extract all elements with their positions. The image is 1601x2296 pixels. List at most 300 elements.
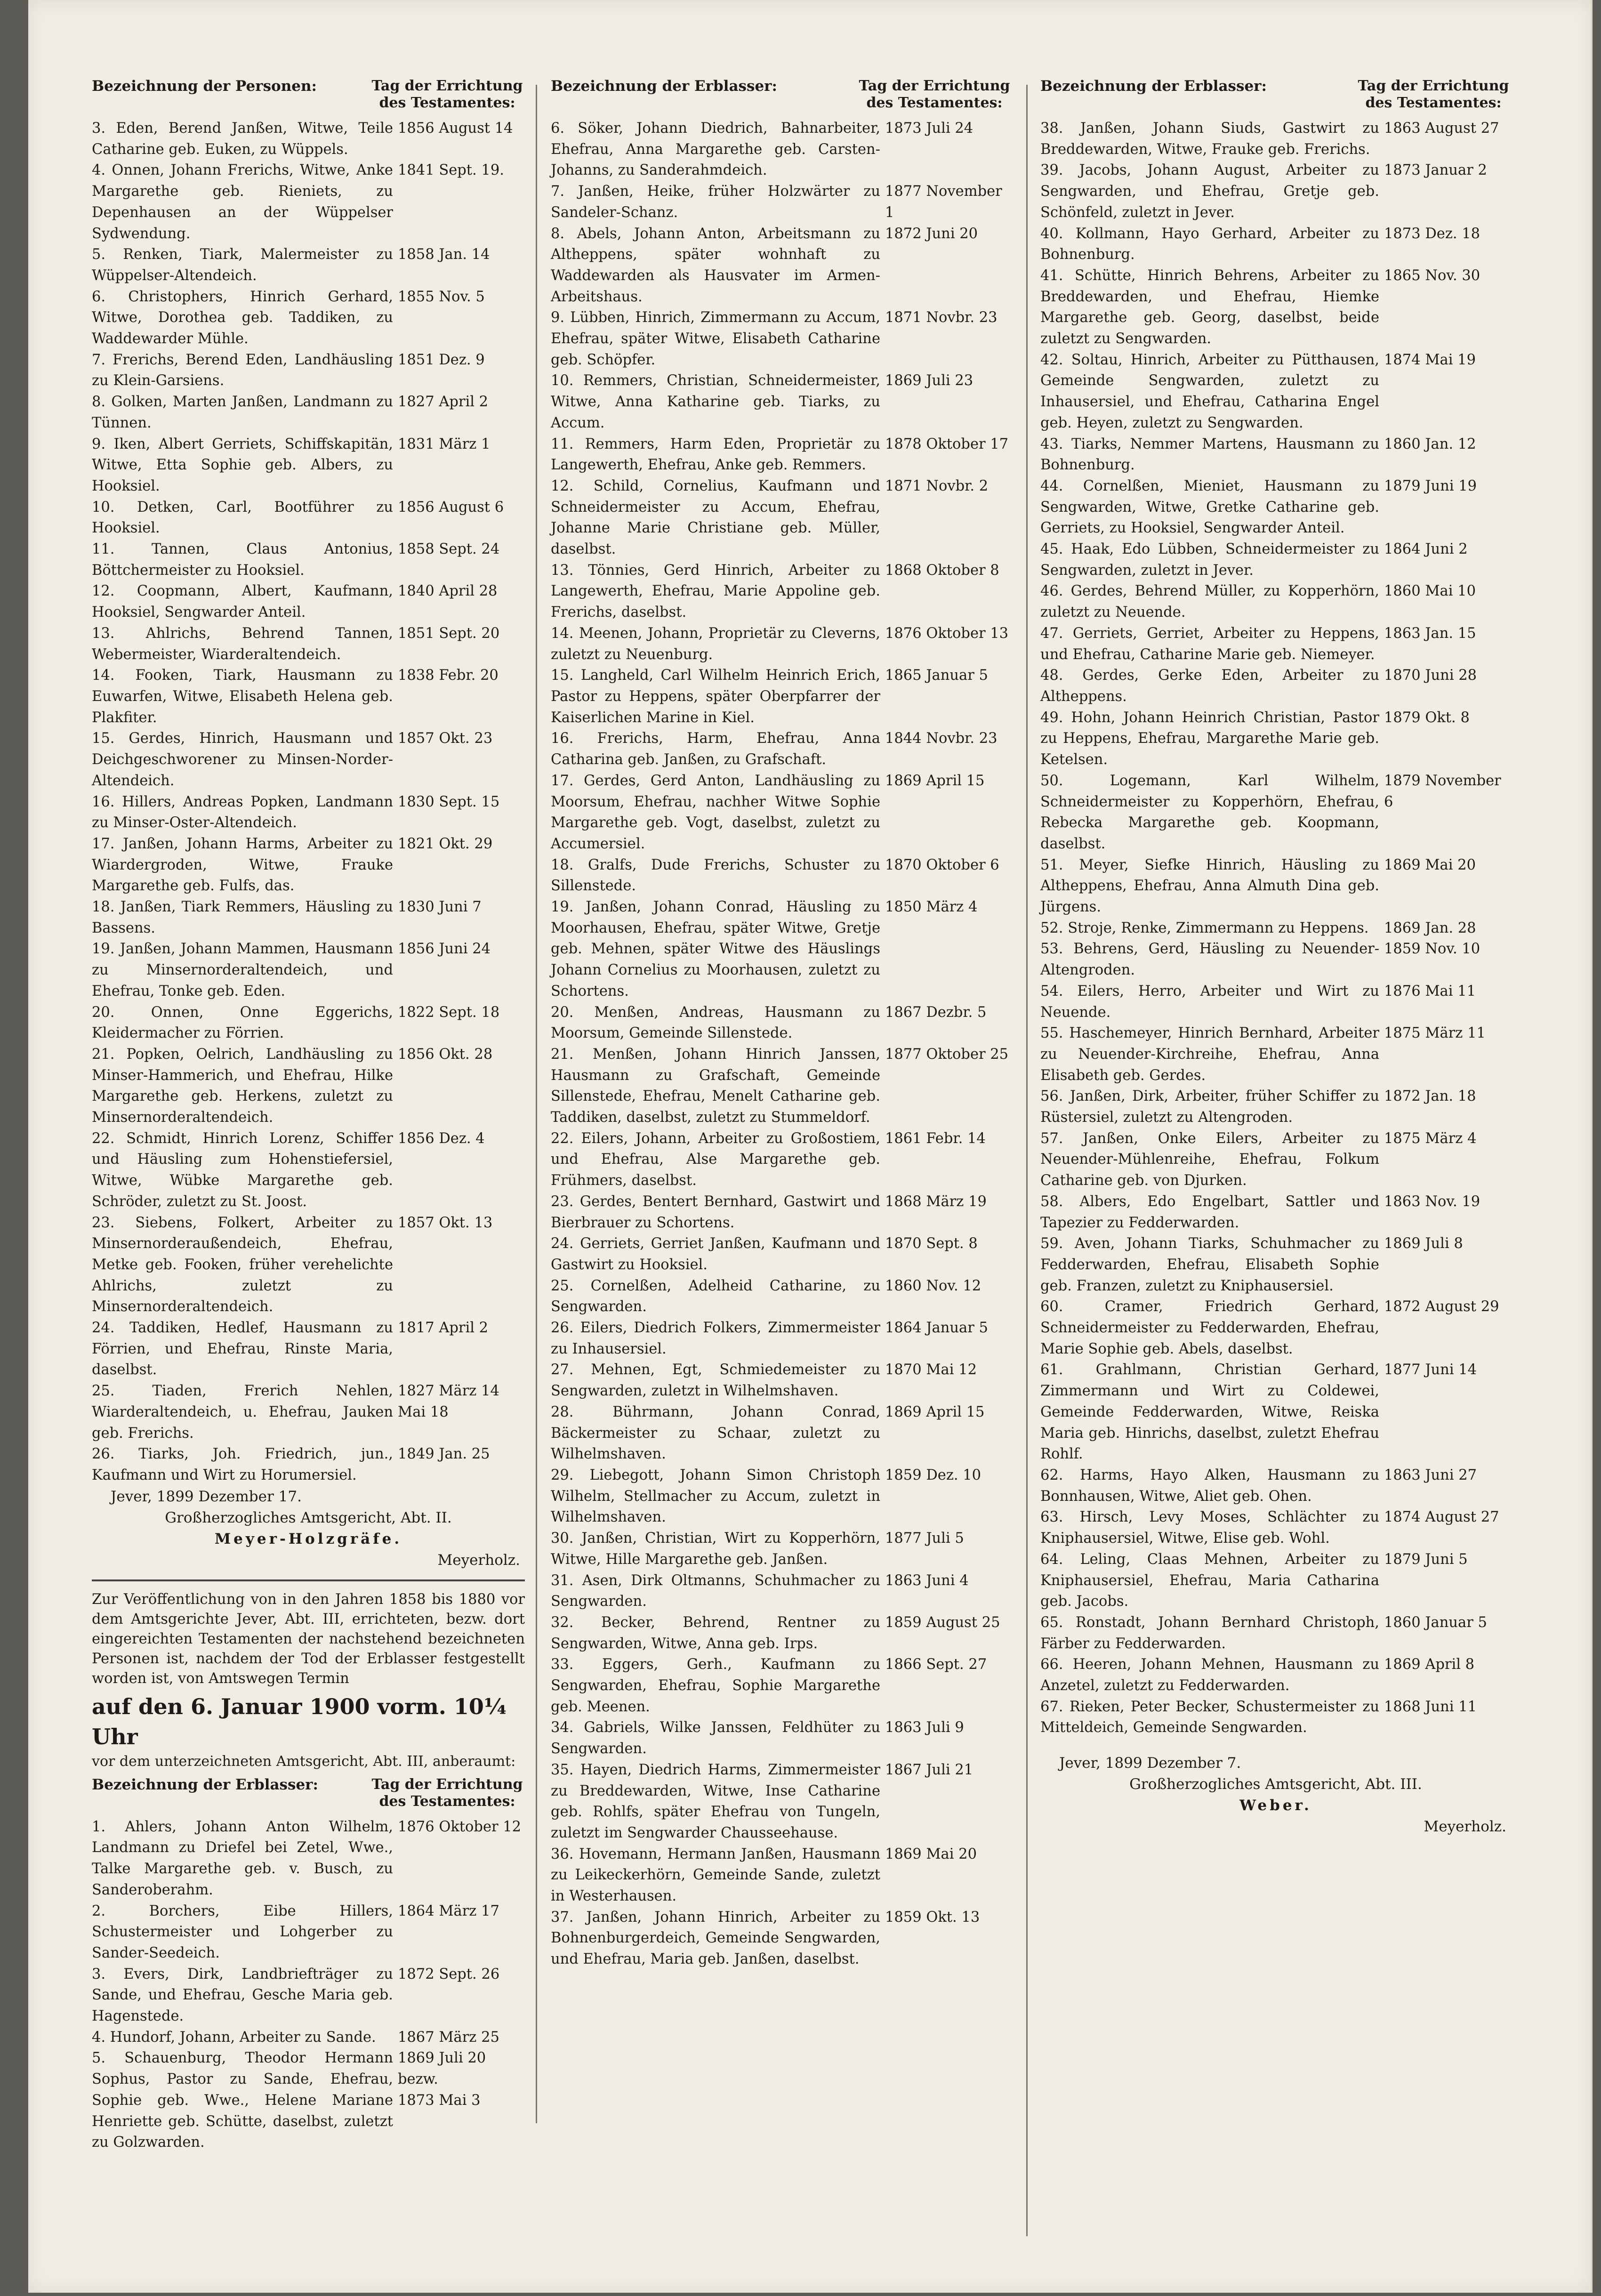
entry-person: 15. Langheld, Carl Wilhelm Heinrich Erich, Pastor zu Heppens, später Oberpfarrer der Kaiserlichen Marine in Kiel. <box>551 667 880 726</box>
testament-entry <box>551 1907 1012 1970</box>
entry-date: 1870 Oktober 6 <box>885 856 999 873</box>
notice-date: auf den 6. Januar 1900 vorm. 10¼ Uhr <box>92 1693 507 1749</box>
entry-date: 1822 Sept. 18 <box>398 1004 500 1021</box>
entry-date: 1831 März 1 <box>398 435 491 452</box>
entry-person: 44. Cornelßen, Mieniet, Hausmann zu Sengwarden, Witwe, Gretke Catharine geb. Gerriets, zu Hooksiel, Sengwarder Anteil. <box>1040 477 1379 537</box>
testament-entry <box>1040 1192 1511 1233</box>
testament-entry <box>551 1571 1012 1612</box>
entry-date: 1874 August 27 <box>1384 1509 1499 1526</box>
entry-person: 10. Detken, Carl, Bootführer zu Hooksiel. <box>92 499 393 537</box>
testament-entry <box>1040 1465 1511 1507</box>
entry-person: 56. Janßen, Dirk, Arbeiter, früher Schiffer zu Rüstersiel, zuletzt zu Altengroden. <box>1040 1088 1379 1126</box>
entry-date: 1869 Juli 23 <box>885 372 973 389</box>
entry-date: 1841 Sept. 19. <box>398 162 504 179</box>
entry-person: 42. Soltau, Hinrich, Arbeiter zu Pütthausen, Gemeinde Sengwarden, zuletzt zu Inhausersiel, und Ehefrau, Catharina Engel geb. Heyen, zuletzt zu Sengwarden. <box>1040 351 1379 431</box>
entry-person: 31. Asen, Dirk Oltmanns, Schuhmacher zu Sengwarden. <box>551 1572 880 1610</box>
entry-date: 1869 April 15 <box>885 1403 985 1420</box>
testament-entry <box>551 1844 1012 1907</box>
entry-person: 38. Janßen, Johann Siuds, Gastwirt zu Breddewarden, Witwe, Frauke geb. Frerichs. <box>1040 120 1379 158</box>
entry-person: 30. Janßen, Christian, Wirt zu Kopperhörn, Witwe, Hille Margarethe geb. Janßen. <box>551 1530 880 1568</box>
entry-date: 1863 Jan. 15 <box>1384 625 1476 642</box>
entry-date: 1857 Okt. 23 <box>398 730 493 747</box>
testament-entry <box>551 307 1012 371</box>
entry-date: 1868 März 19 <box>885 1193 987 1210</box>
entry-person: 48. Gerdes, Gerke Eden, Arbeiter zu Altheppens. <box>1040 667 1379 705</box>
header-testators: Bezeichnung der Erblasser: <box>1040 78 1267 95</box>
testament-entry <box>92 1318 525 1381</box>
entry-date: 1875 März 11 <box>1384 1025 1486 1042</box>
entry-person: 59. Aven, Johann Tiarks, Schuhmacher zu Fedderwarden, Ehefrau, Elisabeth Sophie geb. Franzen, zuletzt zu Kniphausersiel. <box>1040 1235 1379 1294</box>
header-testators: Bezeichnung der Erblasser: <box>92 1776 318 1793</box>
testament-entry <box>1040 476 1511 539</box>
entry-date: 1869 April 15 <box>885 772 985 789</box>
entry-person: 63. Hirsch, Levy Moses, Schlächter zu Kniphausersiel, Witwe, Elise geb. Wohl. <box>1040 1509 1379 1547</box>
entry-date: 1869 Mai 20 <box>1384 856 1476 873</box>
testament-entry <box>1040 1023 1511 1086</box>
clerk: Meyerholz. <box>1424 1818 1506 1836</box>
entry-person: 11. Remmers, Harm Eden, Proprietär zu Langewerth, Ehefrau, Anke geb. Remmers. <box>551 435 880 474</box>
entry-person: 4. Hundorf, Johann, Arbeiter zu Sande. <box>92 2029 376 2046</box>
entry-date: 1860 Mai 10 <box>1384 583 1476 600</box>
entry-person: 60. Cramer, Friedrich Gerhard, Schneidermeister zu Fedderwarden, Ehefrau, Marie Sophie geb. Abels, daselbst. <box>1040 1298 1379 1357</box>
entry-date: 1869 Juli 20 bezw. 1873 Mai 3 <box>398 2050 486 2109</box>
column-2 <box>551 78 1012 1970</box>
entry-date: 1867 März 25 <box>398 2029 499 2046</box>
entry-date: 1827 April 2 <box>398 394 489 411</box>
testament-entry <box>551 434 1012 476</box>
testament-entry <box>551 1192 1012 1233</box>
entry-date: 1877 Oktober 25 <box>885 1046 1009 1063</box>
column-3 <box>1040 78 1511 1837</box>
entry-person: 19. Janßen, Johann Mammen, Hausmann zu Minsernorderaltendeich, und Ehefrau, Tonke geb. Eden. <box>92 941 393 999</box>
entry-person: 66. Heeren, Johann Mehnen, Hausmann zu Anzetel, zuletzt zu Fedderwarden. <box>1040 1656 1379 1694</box>
entry-date: 1821 Okt. 29 <box>398 835 493 852</box>
testament-entry <box>551 1044 1012 1128</box>
entry-date: 1857 Okt. 13 <box>398 1214 493 1231</box>
testament-entry <box>1040 266 1511 350</box>
header-testators: Bezeichnung der Erblasser: <box>551 78 777 95</box>
testament-entry <box>92 118 525 160</box>
entry-date: 1873 Juli 24 <box>885 120 973 137</box>
entry-person: 14. Meenen, Johann, Proprietär zu Cleverns, zuletzt zu Neuenburg. <box>551 625 880 663</box>
column-header <box>1040 78 1511 112</box>
entry-date: 1827 März 14 Mai 18 <box>398 1383 499 1420</box>
entry-date: 1864 März 17 <box>398 1902 499 1919</box>
entry-person: 1. Ahlers, Johann Anton Wilhelm, Landmann zu Driefel bei Zetel, Wwe., Talke Margarethe geb. v. Busch, zu Sanderoberahm. <box>92 1818 393 1898</box>
entry-date: 1877 Juli 5 <box>885 1530 964 1547</box>
testament-entry <box>1040 623 1511 665</box>
clerk: Meyerholz. <box>437 1551 520 1569</box>
testament-entry <box>551 1654 1012 1717</box>
testament-entry <box>1040 1612 1511 1654</box>
testament-entry <box>551 1002 1012 1044</box>
entry-date: 1865 Nov. 30 <box>1384 267 1480 284</box>
entry-date: 1876 Oktober 12 <box>398 1818 522 1835</box>
entry-date: 1860 Januar 5 <box>1384 1614 1487 1631</box>
testament-entry <box>92 350 525 392</box>
column-separator <box>536 85 537 2123</box>
header-persons: Bezeichnung der Personen: <box>92 78 317 95</box>
column-header <box>92 1776 525 1810</box>
entry-date: 1871 Novbr. 23 <box>885 309 998 326</box>
place-date: Jever, 1899 Dezember 17. <box>111 1488 302 1505</box>
entry-date: 1863 August 27 <box>1384 120 1499 137</box>
entry-date: 1869 Mai 20 <box>885 1845 977 1862</box>
entry-date: 1879 Okt. 8 <box>1384 709 1470 726</box>
testament-entry <box>551 1318 1012 1360</box>
testament-entry <box>551 855 1012 897</box>
testament-entry <box>92 1817 525 1901</box>
entry-person: 22. Eilers, Johann, Arbeiter zu Großostiem, und Ehefrau, Alse Margarethe geb. Frühmers, daselbst. <box>551 1130 880 1189</box>
testament-entry <box>92 1964 525 2027</box>
entry-person: 62. Harms, Hayo Alken, Hausmann zu Bonnhausen, Witwe, Aliet geb. Ohen. <box>1040 1467 1379 1505</box>
entry-date: 1877 Juni 14 <box>1384 1361 1477 1378</box>
testament-entry <box>92 939 525 1002</box>
entry-person: 28. Bührmann, Johann Conrad, Bäckermeister zu Schaar, zuletzt zu Wilhelmshaven. <box>551 1403 880 1463</box>
testament-entry <box>1040 1360 1511 1465</box>
entry-date: 1851 Sept. 20 <box>398 625 500 642</box>
entry-person: 23. Gerdes, Bentert Bernhard, Gastwirt und Bierbrauer zu Schortens. <box>551 1193 880 1231</box>
testament-entry <box>92 1381 525 1444</box>
entry-date: 1861 Febr. 14 <box>885 1130 986 1147</box>
entry-person: 61. Grahlmann, Christian Gerhard, Zimmermann und Wirt zu Coldewei, Gemeinde Fedderwarden, Witwe, Reiska Maria geb. Hinrichs, daselbst, zuletzt Ehefrau Rohlf. <box>1040 1361 1379 1463</box>
testament-entry <box>551 1760 1012 1844</box>
testament-entry <box>1040 224 1511 266</box>
testament-entry <box>551 118 1012 181</box>
entry-person: 39. Jacobs, Johann August, Arbeiter zu Sengwarden, und Ehefrau, Gretje geb. Schönfeld, zuletzt in Jever. <box>1040 162 1379 221</box>
entry-person: 26. Eilers, Diedrich Folkers, Zimmermeister zu Inhausersiel. <box>551 1320 880 1357</box>
entry-person: 19. Janßen, Johann Conrad, Häusling zu Moorhausen, Ehefrau, später Witwe, Gretje geb. Mehnen, später Witwe des Häuslings Johann Cornelius zu Moorhausen, zuletzt zu Schortens. <box>551 899 880 999</box>
testament-entry <box>551 665 1012 728</box>
entry-person: 52. Stroje, Renke, Zimmermann zu Heppens. <box>1040 919 1369 936</box>
entry-person: 18. Gralfs, Dude Frerichs, Schuster zu Sillenstede. <box>551 856 880 894</box>
testament-entry <box>551 560 1012 623</box>
entry-person: 24. Taddiken, Hedlef, Hausmann zu Förrien, und Ehefrau, Rinste Maria, daselbst. <box>92 1320 393 1378</box>
testament-entry <box>551 1528 1012 1570</box>
entry-person: 58. Albers, Edo Engelbart, Sattler und Tapezier zu Fedderwarden. <box>1040 1193 1379 1231</box>
entry-date: 1863 Juli 9 <box>885 1719 964 1736</box>
entry-date: 1866 Sept. 27 <box>885 1656 987 1673</box>
entry-person: 6. Söker, Johann Diedrich, Bahnarbeiter, Ehefrau, Anna Margarethe geb. Carsten-Johanns, zu Sanderahmdeich. <box>551 120 880 179</box>
testament-entry <box>1040 665 1511 707</box>
entry-date: 1872 Sept. 26 <box>398 1966 500 1982</box>
entry-date: 1878 Oktober 17 <box>885 435 1009 452</box>
testament-entry <box>1040 350 1511 434</box>
entry-date: 1872 Juni 20 <box>885 225 978 242</box>
entry-person: 2. Borchers, Eibe Hillers, Schustermeister und Lohgerber zu Sander-Seedeich. <box>92 1902 393 1961</box>
testament-entry <box>1040 539 1511 581</box>
entry-person: 10. Remmers, Christian, Schneidermeister, Witwe, Anna Katharine geb. Tiarks, zu Accum. <box>551 372 880 431</box>
entry-date: 1851 Dez. 9 <box>398 351 485 368</box>
testament-entry <box>1040 708 1511 771</box>
court-name: Großherzogliches Amtsgericht, Abt. III. <box>1129 1776 1422 1793</box>
entry-person: 29. Liebegott, Johann Simon Christoph Wilhelm, Stellmacher zu Accum, zuletzt in Wilhelmshaven. <box>551 1467 880 1526</box>
entry-date: 1859 August 25 <box>885 1614 1000 1631</box>
entry-date: 1867 Juli 21 <box>885 1761 973 1778</box>
testament-entry <box>1040 434 1511 476</box>
entry-person: 51. Meyer, Siefke Hinrich, Häusling zu Altheppens, Ehefrau, Anna Almuth Dina geb. Jürgens. <box>1040 856 1379 916</box>
entry-person: 7. Janßen, Heike, früher Holzwärter zu Sandeler-Schanz. <box>551 183 880 221</box>
entry-date: 1856 Okt. 28 <box>398 1046 493 1063</box>
testament-entry <box>551 1360 1012 1402</box>
testament-entry <box>1040 1549 1511 1612</box>
testament-entry <box>1040 1297 1511 1360</box>
testament-entry <box>1040 581 1511 623</box>
entry-person: 55. Haschemeyer, Hinrich Bernhard, Arbeiter zu Neuender-Kirchreihe, Ehefrau, Anna Elisabeth geb. Gerdes. <box>1040 1025 1379 1084</box>
entry-person: 15. Gerdes, Hinrich, Hausmann und Deichgeschworener zu Minsen-Norder-Altendeich. <box>92 730 393 789</box>
testament-entry <box>551 1402 1012 1465</box>
entry-person: 4. Onnen, Johann Frerichs, Witwe, Anke Margarethe geb. Rieniets, zu Depenhausen an der Wüppelser Sydwendung. <box>92 162 393 242</box>
entry-person: 47. Gerriets, Gerriet, Arbeiter zu Heppens, und Ehefrau, Catharine Marie geb. Niemeyer. <box>1040 625 1379 663</box>
entry-date: 1844 Novbr. 23 <box>885 730 998 747</box>
entry-date: 1863 Juni 27 <box>1384 1467 1477 1483</box>
testament-entry <box>1040 160 1511 223</box>
entry-date: 1864 Januar 5 <box>885 1320 988 1337</box>
entry-date: 1876 Mai 11 <box>1384 983 1476 999</box>
testament-entry <box>92 1002 525 1044</box>
entry-date: 1867 Dezbr. 5 <box>885 1004 987 1021</box>
testament-entry <box>92 1901 525 1964</box>
entry-date: 1830 Sept. 15 <box>398 793 500 810</box>
entry-person: 27. Mehnen, Egt, Schmiedemeister zu Sengwarden, zuletzt in Wilhelmshaven. <box>551 1361 880 1400</box>
column-header <box>551 78 1012 112</box>
entry-person: 20. Menßen, Andreas, Hausmann zu Moorsum, Gemeinde Sillenstede. <box>551 1004 880 1042</box>
entry-person: 35. Hayen, Diedrich Harms, Zimmermeister zu Breddewarden, Witwe, Inse Catharine geb. Rohlfs, später Ehefrau von Tungeln, zuletzt im Sengwarder Chausseehause. <box>551 1761 880 1841</box>
testament-entry <box>1040 771 1511 855</box>
entry-list <box>1040 118 1511 1739</box>
entry-person: 49. Hohn, Johann Heinrich Christian, Pastor zu Heppens, Ehefrau, Margarethe Marie geb. Ketelsen. <box>1040 709 1379 768</box>
entry-date: 1872 Jan. 18 <box>1384 1088 1476 1105</box>
notice-after: vor dem unterzeichneten Amtsgericht, Abt. III, anberaumt: <box>92 1753 516 1770</box>
entry-person: 65. Ronstadt, Johann Bernhard Christoph, Färber zu Fedderwarden. <box>1040 1614 1379 1652</box>
testament-entry <box>551 224 1012 308</box>
entry-date: 1856 Dez. 4 <box>398 1130 485 1147</box>
entry-person: 17. Gerdes, Gerd Anton, Landhäusling zu Moorsum, Ehefrau, nachher Witwe Sophie Margarethe geb. Vogt, daselbst, zuletzt zu Accumersiel. <box>551 772 880 852</box>
entry-person: 16. Hillers, Andreas Popken, Landmann zu Minser-Oster-Altendeich. <box>92 793 393 831</box>
entry-date: 1856 Juni 24 <box>398 941 491 958</box>
entry-date: 1879 Juni 19 <box>1384 477 1477 494</box>
testament-entry <box>1040 1128 1511 1192</box>
entry-date: 1840 April 28 <box>398 583 498 600</box>
testament-entry <box>92 287 525 350</box>
entry-date: 1860 Nov. 12 <box>885 1277 982 1294</box>
header-date: Tag der Errichtung des Testamentes: <box>371 1776 523 1810</box>
header-date: Tag der Errichtung des Testamentes: <box>859 78 1010 111</box>
signer: Weber. <box>1239 1797 1312 1814</box>
entry-person: 12. Coopmann, Albert, Kaufmann, Hooksiel, Sengwarder Anteil. <box>92 583 393 621</box>
testament-entry <box>92 581 525 623</box>
testament-entry <box>1040 939 1511 981</box>
testament-entry <box>1040 118 1511 160</box>
entry-person: 37. Janßen, Johann Hinrich, Arbeiter zu Bohnenburgerdeich, Gemeinde Sengwarden, und Ehefrau, Maria geb. Janßen, daselbst. <box>551 1909 880 1968</box>
entry-date: 1850 März 4 <box>885 899 978 916</box>
testament-entry <box>92 834 525 897</box>
entry-person: 21. Popken, Oelrich, Landhäusling zu Minser-Hammerich, und Ehefrau, Hilke Margarethe geb. Herkens, zuletzt zu Minsernorderaltendeich. <box>92 1046 393 1126</box>
entry-date: 1856 August 6 <box>398 499 504 516</box>
testament-entry <box>92 244 525 286</box>
entry-person: 6. Christophers, Hinrich Gerhard, Witwe, Dorothea geb. Taddiken, zu Waddewarder Mühle. <box>92 288 393 347</box>
entry-person: 40. Kollmann, Hayo Gerhard, Arbeiter zu Bohnenburg. <box>1040 225 1379 263</box>
testament-entry <box>92 497 525 539</box>
column-1 <box>92 78 525 2153</box>
entry-person: 53. Behrens, Gerd, Häusling zu Neuender-Altengroden. <box>1040 941 1379 979</box>
testament-entry <box>551 771 1012 855</box>
entry-date: 1869 Jan. 28 <box>1384 919 1476 936</box>
testament-entry <box>551 1465 1012 1528</box>
entry-date: 1858 Jan. 14 <box>398 246 490 263</box>
entry-person: 16. Frerichs, Harm, Ehefrau, Anna Catharina geb. Janßen, zu Grafschaft. <box>551 730 880 768</box>
entry-person: 12. Schild, Cornelius, Kaufmann und Schneidermeister zu Accum, Ehefrau, Johanne Marie Christiane geb. Müller, daselbst. <box>551 477 880 558</box>
notice-footer <box>92 1486 525 1571</box>
entry-person: 23. Siebens, Folkert, Arbeiter zu Minsernorderaußendeich, Ehefrau, Metke geb. Fooken, früher verehelichte Ahlrichs, zuletzt zu Minsernorderaltendeich. <box>92 1214 393 1315</box>
entry-person: 67. Rieken, Peter Becker, Schustermeister zu Mitteldeich, Gemeinde Sengwarden. <box>1040 1698 1379 1736</box>
header-date: Tag der Errichtung des Testamentes: <box>371 78 523 111</box>
testament-entry <box>1040 918 1511 939</box>
entry-date: 1858 Sept. 24 <box>398 541 500 558</box>
entry-person: 32. Becker, Behrend, Rentner zu Sengwarden, Witwe, Anna geb. Irps. <box>551 1614 880 1652</box>
entry-person: 5. Renken, Tiark, Malermeister zu Wüppelser-Altendeich. <box>92 246 393 284</box>
testament-entry <box>551 1276 1012 1318</box>
newspaper-page <box>28 0 1593 2293</box>
testament-entry <box>551 623 1012 665</box>
entry-person: 57. Janßen, Onke Eilers, Arbeiter zu Neuender-Mühlenreihe, Ehefrau, Folkum Catharine geb. von Djurken. <box>1040 1130 1379 1189</box>
entry-person: 5. Schauenburg, Theodor Hermann Sophus, Pastor zu Sande, Ehefrau, Sophie geb. Wwe., Helene Mariane Henriette geb. Schütte, daselbst, zuletzt zu Golzwarden. <box>92 2050 393 2151</box>
entry-person: 20. Onnen, Onne Eggerichs, Kleidermacher zu Förrien. <box>92 1004 393 1042</box>
entry-person: 41. Schütte, Hinrich Behrens, Arbeiter zu Breddewarden, und Ehefrau, Hiemke Margarethe geb. Georg, daselbst, beide zuletzt zu Sengwarden. <box>1040 267 1379 347</box>
entry-date: 1876 Oktober 13 <box>885 625 1009 642</box>
entry-person: 18. Janßen, Tiark Remmers, Häusling zu Bassens. <box>92 899 393 936</box>
testament-entry <box>551 371 1012 434</box>
testament-entry <box>92 1128 525 1213</box>
entry-person: 25. Cornelßen, Adelheid Catharine, zu Sengwarden. <box>551 1277 880 1315</box>
testament-entry <box>92 1444 525 1486</box>
entry-person: 24. Gerriets, Gerriet Janßen, Kaufmann und Gastwirt zu Hooksiel. <box>551 1235 880 1273</box>
entry-date: 1869 April 8 <box>1384 1656 1475 1673</box>
entry-list <box>551 118 1012 1970</box>
entry-date: 1865 Januar 5 <box>885 667 988 684</box>
entry-date: 1859 Okt. 13 <box>885 1909 980 1925</box>
entry-person: 8. Golken, Marten Janßen, Landmann zu Tünnen. <box>92 394 393 431</box>
entry-date: 1879 November 6 <box>1384 772 1501 810</box>
entry-person: 45. Haak, Edo Lübben, Schneidermeister zu Sengwarden, zuletzt in Jever. <box>1040 541 1379 579</box>
testament-entry <box>1040 1697 1511 1739</box>
entry-person: 7. Frerichs, Berend Eden, Landhäusling zu Klein-Garsiens. <box>92 351 393 389</box>
entry-person: 9. Iken, Albert Gerriets, Schiffskapitän, Witwe, Etta Sophie geb. Albers, zu Hooksiel. <box>92 435 393 494</box>
testament-entry <box>551 476 1012 560</box>
entry-person: 21. Menßen, Johann Hinrich Janssen, Hausmann zu Grafschaft, Gemeinde Sillenstede, Ehefrau, Menelt Catharine geb. Taddiken, daselbst, zuletzt zu Stummeldorf. <box>551 1046 880 1126</box>
entry-person: 13. Tönnies, Gerd Hinrich, Arbeiter zu Langewerth, Ehefrau, Marie Appoline geb. Frerichs, daselbst. <box>551 562 880 621</box>
testament-entry <box>551 181 1012 223</box>
entry-date: 1863 Nov. 19 <box>1384 1193 1480 1210</box>
testament-entry <box>1040 855 1511 918</box>
testament-entry <box>92 2048 525 2153</box>
testament-entry <box>551 728 1012 770</box>
testament-entry <box>1040 981 1511 1023</box>
entry-person: 43. Tiarks, Nemmer Martens, Hausmann zu Bohnenburg. <box>1040 435 1379 474</box>
testament-entry <box>551 1717 1012 1759</box>
notice-footer <box>1040 1753 1511 1837</box>
entry-date: 1860 Jan. 12 <box>1384 435 1476 452</box>
testament-entry <box>92 539 525 581</box>
entry-date: 1873 Dez. 18 <box>1384 225 1480 242</box>
entry-date: 1871 Novbr. 2 <box>885 477 989 494</box>
testament-entry <box>92 792 525 834</box>
entry-date: 1870 Sept. 8 <box>885 1235 978 1252</box>
testament-entry <box>92 897 525 939</box>
entry-person: 22. Schmidt, Hinrich Lorenz, Schiffer und Häusling zum Hohenstiefersiel, Witwe, Wübke Margarethe geb. Schröder, zuletzt zu St. Joost. <box>92 1130 393 1210</box>
divider <box>92 1579 525 1581</box>
testament-entry <box>1040 1086 1511 1128</box>
testament-entry <box>551 1233 1012 1275</box>
entry-date: 1872 August 29 <box>1384 1298 1499 1315</box>
entry-date: 1879 Juni 5 <box>1384 1551 1468 1568</box>
entry-date: 1868 Oktober 8 <box>885 562 999 579</box>
testament-entry <box>551 897 1012 1002</box>
notice-intro: Zur Veröffentlichung von in den Jahren 1858 bis 1880 vor dem Amtsgerichte Jever, Abt. III, errichteten, bezw. dort eingereichten Testamenten der nachstehend bezeichneten Personen ist, nachdem der Tod der Erblasser festgestellt worden ist, von Amtswegen Termin <box>92 1591 525 1687</box>
testament-entry <box>92 665 525 728</box>
entry-date: 1864 Juni 2 <box>1384 541 1468 558</box>
court-name: Großherzogliches Amtsgericht, Abt. II. <box>165 1509 452 1526</box>
entry-date: 1874 Mai 19 <box>1384 351 1476 368</box>
entry-date: 1859 Nov. 10 <box>1384 941 1480 958</box>
testament-entry <box>92 2027 525 2048</box>
entry-date: 1869 Juli 8 <box>1384 1235 1463 1252</box>
entry-person: 36. Hovemann, Hermann Janßen, Hausmann zu Leikeckerhörn, Gemeinde Sande, zuletzt in Westerhausen. <box>551 1845 880 1905</box>
entry-person: 33. Eggers, Gerh., Kaufmann zu Sengwarden, Ehefrau, Sophie Margarethe geb. Meenen. <box>551 1656 880 1715</box>
header-date: Tag der Errichtung des Testamentes: <box>1358 78 1509 111</box>
testament-entry <box>1040 1654 1511 1696</box>
testament-entry <box>92 392 525 434</box>
entry-date: 1875 März 4 <box>1384 1130 1477 1147</box>
entry-date: 1870 Mai 12 <box>885 1361 977 1378</box>
testament-entry <box>92 728 525 791</box>
entry-person: 13. Ahlrichs, Behrend Tannen, Webermeister, Wiarderaltendeich. <box>92 625 393 663</box>
entry-person: 26. Tiarks, Joh. Friedrich, jun., Kaufmann und Wirt zu Horumersiel. <box>92 1446 393 1483</box>
entry-person: 54. Eilers, Herro, Arbeiter und Wirt zu Neuende. <box>1040 983 1379 1021</box>
testament-entry <box>92 434 525 497</box>
entry-list <box>92 118 525 1486</box>
entry-date: 1863 Juni 4 <box>885 1572 969 1589</box>
entry-person: 25. Tiaden, Frerich Nehlen, Wiarderaltendeich, u. Ehefrau, Jauken geb. Frerichs. <box>92 1383 393 1442</box>
entry-date: 1830 Juni 7 <box>398 899 482 916</box>
column-separator <box>1026 85 1028 2236</box>
entry-date: 1859 Dez. 10 <box>885 1467 982 1483</box>
entry-person: 46. Gerdes, Behrend Müller, zu Kopperhörn, zuletzt zu Neuende. <box>1040 583 1379 621</box>
testament-entry <box>92 1044 525 1128</box>
testament-entry <box>92 1213 525 1318</box>
entry-date: 1873 Januar 2 <box>1384 162 1487 179</box>
entry-person: 8. Abels, Johann Anton, Arbeitsmann zu Altheppens, später wohnhaft zu Waddewarden als Hausvater im Armen-Arbeitshaus. <box>551 225 880 305</box>
entry-date: 1817 April 2 <box>398 1320 489 1337</box>
entry-date: 1877 November 1 <box>885 183 1002 221</box>
entry-person: 14. Fooken, Tiark, Hausmann zu Euwarfen, Witwe, Elisabeth Helena geb. Plakfiter. <box>92 667 393 726</box>
entry-date: 1870 Juni 28 <box>1384 667 1477 684</box>
entry-person: 50. Logemann, Karl Wilhelm, Schneidermeister zu Kopperhörn, Ehefrau, Rebecka Margarethe geb. Koopmann, daselbst. <box>1040 772 1379 852</box>
entry-date: 1868 Juni 11 <box>1384 1698 1477 1715</box>
entry-person: 34. Gabriels, Wilke Janssen, Feldhüter zu Sengwarden. <box>551 1719 880 1757</box>
testament-entry <box>1040 1233 1511 1297</box>
entry-date: 1838 Febr. 20 <box>398 667 499 684</box>
testament-entry <box>92 623 525 665</box>
entry-list <box>92 1817 525 2153</box>
entry-person: 3. Eden, Berend Janßen, Witwe, Teile Catharine geb. Euken, zu Wüppels. <box>92 120 393 158</box>
signer: Meyer-Holzgräfe. <box>214 1530 402 1547</box>
place-date: Jever, 1899 Dezember 7. <box>1059 1755 1241 1772</box>
entry-person: 3. Evers, Dirk, Landbriefträger zu Sande, und Ehefrau, Gesche Maria geb. Hagenstede. <box>92 1966 393 2025</box>
testament-entry <box>551 1612 1012 1654</box>
column-header <box>92 78 525 112</box>
entry-person: 9. Lübben, Hinrich, Zimmermann zu Accum, Ehefrau, später Witwe, Elisabeth Catharine geb. Schöpfer. <box>551 309 880 368</box>
